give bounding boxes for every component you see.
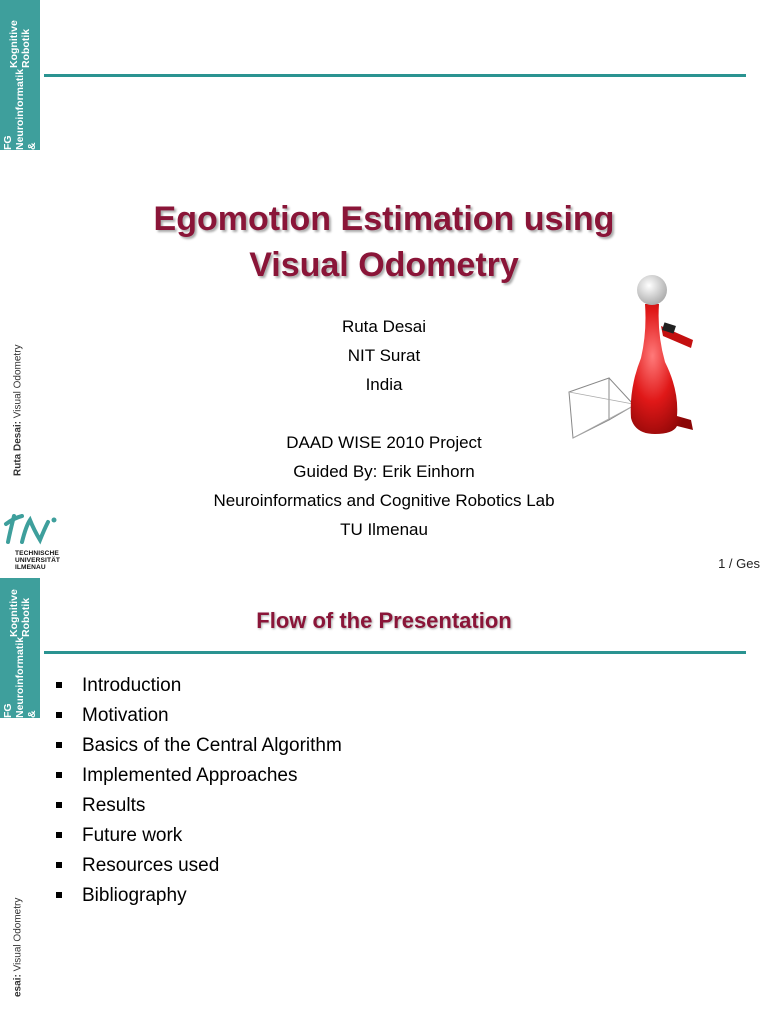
list-item: Implemented Approaches xyxy=(52,764,342,794)
list-item: Resources used xyxy=(52,854,342,884)
group-line-2: Kognitive Robotik xyxy=(8,19,32,68)
author-topic: Visual Odometry xyxy=(12,898,24,972)
robot-illustration xyxy=(565,270,705,440)
sidebar-group-name xyxy=(0,0,40,150)
guide-line: Guided By: Erik Einhorn xyxy=(293,462,475,481)
university-line: TU Ilmenau xyxy=(340,520,428,539)
sidebar-group-name xyxy=(0,578,40,718)
list-item: Introduction xyxy=(52,674,342,704)
bullet-square-icon xyxy=(56,862,62,868)
group-line-1: FG Neuroinformatik & xyxy=(2,68,38,150)
overview-title: Flow of the Presentation xyxy=(256,608,512,633)
group-line-1: FG Neuroinformatik & xyxy=(2,636,38,718)
bullet-square-icon xyxy=(56,892,62,898)
country-line: India xyxy=(365,375,403,394)
author-line: Ruta Desai xyxy=(341,317,427,336)
institute-line: NIT Surat xyxy=(347,346,421,365)
list-item: Future work xyxy=(52,824,342,854)
project-line: DAAD WISE 2010 Project xyxy=(286,433,482,452)
author-name: Ruta Desai: xyxy=(12,420,24,476)
bullet-square-icon xyxy=(56,802,62,808)
author-topic: Visual Odometry xyxy=(12,344,24,418)
bullet-square-icon xyxy=(56,742,62,748)
project-info xyxy=(0,428,768,544)
list-item: Bibliography xyxy=(52,884,342,914)
sidebar-author xyxy=(6,898,30,1024)
bullet-square-icon xyxy=(56,772,62,778)
header-rule xyxy=(44,651,746,654)
lab-line: Neuroinformatics and Cognitive Robotics Lab xyxy=(213,491,555,510)
title-line-1: Egomotion Estimation using xyxy=(153,200,615,238)
author-name: esai: xyxy=(12,974,24,998)
logo-line-3: ILMENAU xyxy=(15,564,46,571)
list-item: Basics of the Central Algorithm xyxy=(52,734,342,764)
bullet-square-icon xyxy=(56,712,62,718)
bullet-square-icon xyxy=(56,682,62,688)
list-item: Motivation xyxy=(52,704,342,734)
bullet-square-icon xyxy=(56,832,62,838)
slide-overview xyxy=(0,578,768,1024)
logo-line-2: UNIVERSITÄT xyxy=(15,557,61,564)
logo-line-1: TECHNISCHE xyxy=(15,550,59,557)
page-number: 1 / Ges xyxy=(718,556,760,571)
title-line-2: Visual Odometry xyxy=(249,246,519,284)
outline-list xyxy=(52,674,342,914)
group-line-2: Kognitive Robotik xyxy=(8,589,32,637)
header-rule xyxy=(44,74,746,77)
list-item: Results xyxy=(52,794,342,824)
